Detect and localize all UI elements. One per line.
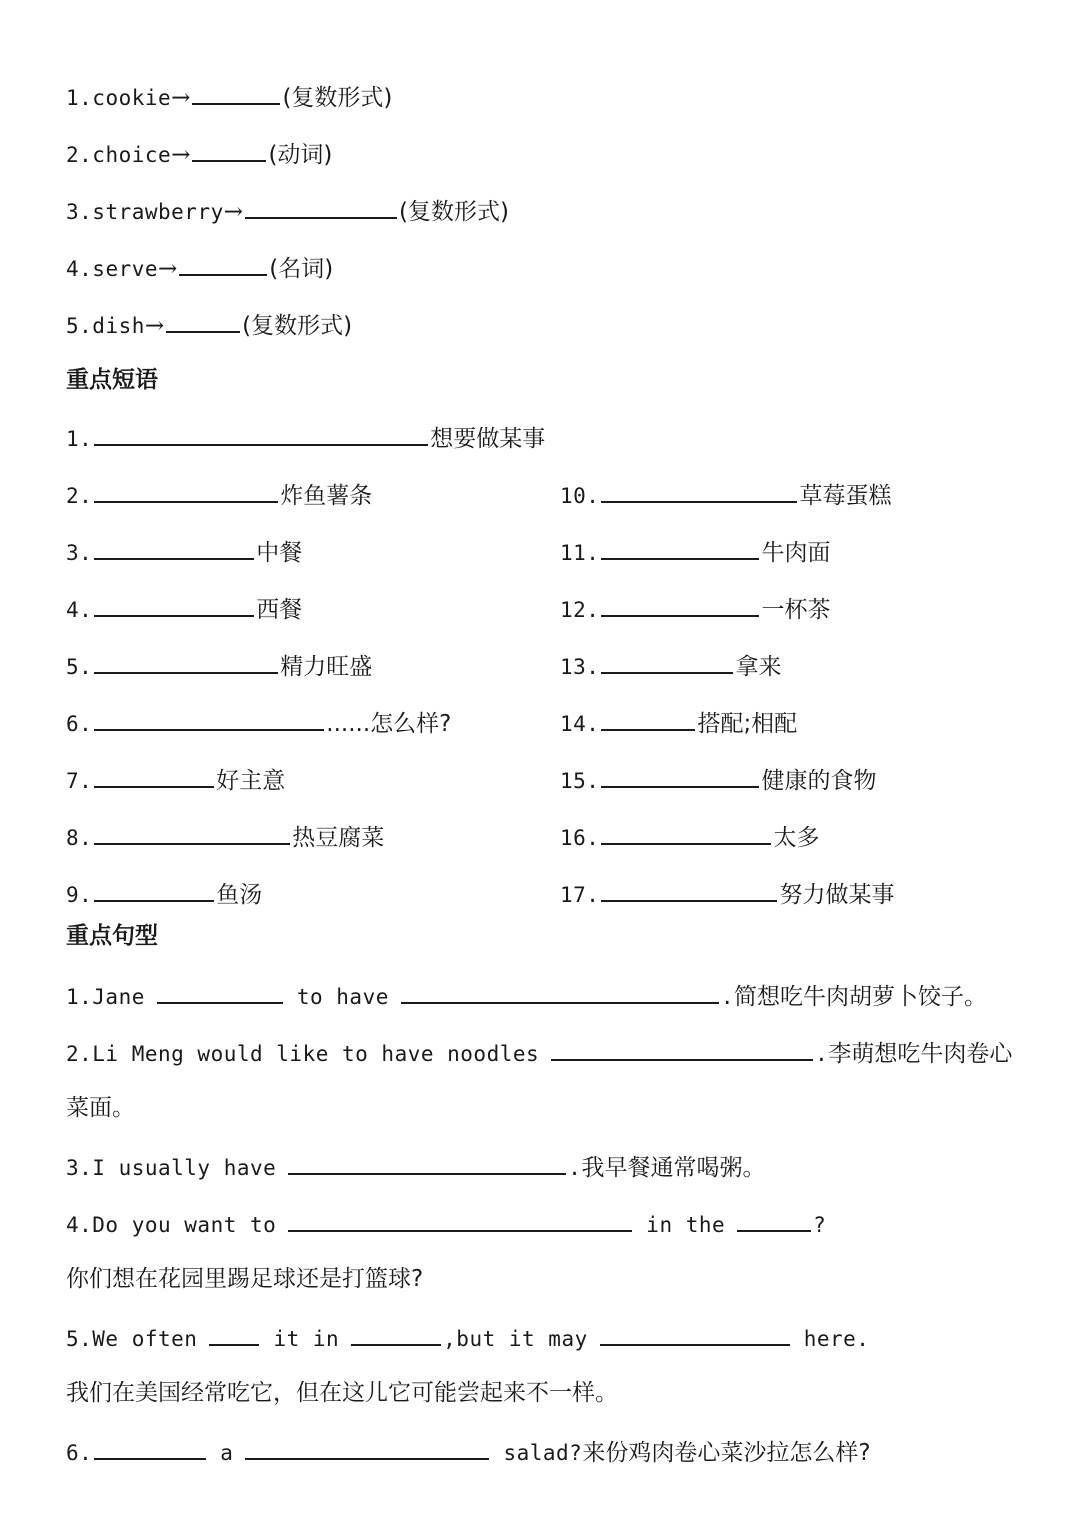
item-number: 17.: [560, 883, 600, 907]
answer-blank[interactable]: [245, 193, 397, 219]
hint: (复数形式): [282, 85, 393, 111]
answer-blank[interactable]: [94, 648, 278, 674]
sentence-6: [66, 1434, 871, 1469]
phrase-meaning: 热豆腐菜: [292, 825, 385, 851]
arrow: →: [223, 199, 244, 225]
phrase-meaning: 草莓蛋糕: [799, 483, 892, 509]
hint: (复数形式): [242, 313, 353, 339]
answer-blank[interactable]: [601, 648, 733, 674]
hint: (名词): [269, 256, 334, 282]
answer-blank[interactable]: [166, 307, 240, 333]
phrase-3: [66, 534, 302, 569]
phrase-10: [560, 477, 891, 512]
answer-blank[interactable]: [192, 79, 280, 105]
sentence-translation-cont: 菜面。: [66, 1095, 135, 1121]
item-number: 5.: [66, 655, 93, 679]
answer-blank[interactable]: [601, 705, 695, 731]
sentence-punct: .: [815, 1042, 829, 1066]
answer-blank[interactable]: [600, 1320, 790, 1346]
sentence-4: [66, 1206, 826, 1241]
phrase-13: [560, 648, 781, 683]
sentence-text: ,but it may: [443, 1327, 588, 1351]
item-number: 10.: [560, 484, 600, 508]
answer-blank[interactable]: [245, 1434, 489, 1460]
sentence-text: salad?: [503, 1441, 583, 1465]
sentence-text: 4.Do you want to: [66, 1213, 277, 1237]
answer-blank[interactable]: [94, 477, 278, 503]
item-number: 3.: [66, 200, 93, 224]
item-number: 9.: [66, 883, 93, 907]
word: strawberry: [92, 200, 224, 224]
answer-blank[interactable]: [192, 136, 266, 162]
item-number: 16.: [560, 826, 600, 850]
phrase-6: [66, 705, 451, 740]
sentence-text: in the: [646, 1213, 726, 1237]
answer-blank[interactable]: [94, 534, 254, 560]
word: serve: [92, 257, 159, 281]
answer-blank[interactable]: [94, 819, 290, 845]
phrase-meaning: 拿来: [735, 654, 782, 680]
arrow: →: [158, 256, 178, 282]
phrase-meaning: 精力旺盛: [280, 654, 373, 680]
sentences-heading: 重点句型: [66, 923, 158, 949]
phrase-meaning: ......怎么样?: [326, 711, 452, 737]
sentence-2: [66, 1035, 1012, 1070]
answer-blank[interactable]: [601, 819, 771, 845]
answer-blank[interactable]: [94, 705, 324, 731]
item-number: 5.: [66, 314, 93, 338]
sentence-3: [66, 1149, 765, 1184]
sentence-text: 2.Li Meng would like to have noodles: [66, 1042, 540, 1066]
sentence-text: here.: [803, 1327, 870, 1351]
phrase-8: [66, 819, 384, 854]
sentence-translation: 你们想在花园里踢足球还是打篮球?: [66, 1266, 424, 1292]
answer-blank[interactable]: [601, 477, 797, 503]
phrase-meaning: 搭配;相配: [697, 711, 798, 737]
item-number: 4.: [66, 257, 93, 281]
phrase-16: [560, 819, 819, 854]
sentence-translation: 我早餐通常喝粥。: [581, 1155, 766, 1181]
answer-blank[interactable]: [551, 1035, 813, 1061]
answer-blank[interactable]: [401, 978, 719, 1004]
phrase-11: [560, 534, 830, 569]
phrase-15: [560, 762, 876, 797]
phrase-meaning: 西餐: [256, 597, 303, 623]
phrase-17: [560, 876, 894, 911]
hint: (复数形式): [399, 199, 509, 225]
answer-blank[interactable]: [179, 250, 267, 276]
answer-blank[interactable]: [601, 591, 759, 617]
answer-blank[interactable]: [351, 1320, 441, 1346]
answer-blank[interactable]: [601, 534, 759, 560]
item-number: 1.: [66, 86, 93, 110]
item-number: 8.: [66, 826, 93, 850]
answer-blank[interactable]: [601, 762, 759, 788]
item-number: 2.: [66, 143, 93, 167]
phrase-meaning: 牛肉面: [761, 540, 831, 566]
word-form-1: [66, 79, 392, 114]
item-number: 14.: [560, 712, 600, 736]
sentence-1: [66, 978, 987, 1013]
phrase-meaning: 太多: [773, 825, 820, 851]
phrase-meaning: 好主意: [216, 768, 286, 794]
answer-blank[interactable]: [94, 762, 214, 788]
sentence-text: 5.We often: [66, 1327, 198, 1351]
answer-blank[interactable]: [209, 1320, 259, 1346]
sentence-2-cont: [66, 1092, 135, 1124]
phrases-heading: 重点短语: [66, 367, 158, 393]
phrase-meaning: 炸鱼薯条: [280, 483, 373, 509]
phrase-4: [66, 591, 302, 626]
sentence-translation: 来份鸡肉卷心菜沙拉怎么样?: [582, 1440, 871, 1466]
arrow: →: [171, 85, 191, 111]
word-form-2: [66, 136, 332, 171]
sentence-text: a: [220, 1441, 234, 1465]
sentence-text: 1.Jane: [66, 985, 145, 1009]
answer-blank[interactable]: [288, 1149, 566, 1175]
sentence-text: 3.I usually have: [66, 1156, 277, 1180]
item-number: 15.: [560, 769, 600, 793]
answer-blank[interactable]: [94, 591, 254, 617]
phrase-9: [66, 876, 262, 911]
word: choice: [92, 143, 172, 167]
item-number: 7.: [66, 769, 93, 793]
answer-blank[interactable]: [737, 1206, 811, 1232]
item-number: 3.: [66, 541, 93, 565]
sentence-punct: ?: [813, 1213, 827, 1237]
sentence-4-translation: [66, 1263, 423, 1295]
item-number: 12.: [560, 598, 600, 622]
sentence-punct: .: [720, 985, 735, 1009]
word-form-5: [66, 307, 352, 342]
sentence-text: 6.: [66, 1441, 93, 1465]
sentence-text: to have: [296, 985, 389, 1009]
phrase-meaning: 鱼汤: [216, 882, 263, 908]
sentence-translation: 我们在美国经常吃它，但在这儿它可能尝起来不一样。: [66, 1380, 618, 1406]
phrase-12: [560, 591, 830, 626]
phrase-14: [560, 705, 797, 740]
phrase-meaning: 想要做某事: [430, 426, 546, 452]
phrase-1: [66, 420, 545, 455]
answer-blank[interactable]: [94, 1434, 206, 1460]
phrase-7: [66, 762, 285, 797]
answer-blank[interactable]: [157, 978, 283, 1004]
phrase-5: [66, 648, 372, 683]
word-form-4: [66, 250, 333, 285]
word-form-3: [66, 193, 509, 228]
item-number: 2.: [66, 484, 93, 508]
sentence-5-translation: [66, 1377, 618, 1409]
hint: (动词): [268, 142, 333, 168]
item-number: 13.: [560, 655, 600, 679]
answer-blank[interactable]: [94, 420, 428, 446]
item-number: 1.: [66, 427, 93, 451]
arrow: →: [144, 313, 165, 339]
word: cookie: [92, 86, 172, 110]
arrow: →: [171, 142, 191, 168]
word: dish: [92, 314, 145, 338]
item-number: 4.: [66, 598, 93, 622]
answer-blank[interactable]: [601, 876, 777, 902]
sentence-translation: 简想吃牛肉胡萝卜饺子。: [734, 984, 988, 1010]
answer-blank[interactable]: [288, 1206, 632, 1232]
sentence-text: it in: [273, 1327, 340, 1351]
item-number: 11.: [560, 541, 600, 565]
phrase-meaning: 健康的食物: [761, 768, 877, 794]
phrase-2: [66, 477, 372, 512]
sentence-translation: 李萌想吃牛肉卷心: [828, 1041, 1013, 1067]
phrase-meaning: 一杯茶: [761, 597, 831, 623]
phrase-meaning: 中餐: [256, 540, 303, 566]
sentence-5: [66, 1320, 869, 1355]
item-number: 6.: [66, 712, 93, 736]
answer-blank[interactable]: [94, 876, 214, 902]
phrase-meaning: 努力做某事: [779, 882, 895, 908]
sentence-punct: .: [568, 1156, 582, 1180]
